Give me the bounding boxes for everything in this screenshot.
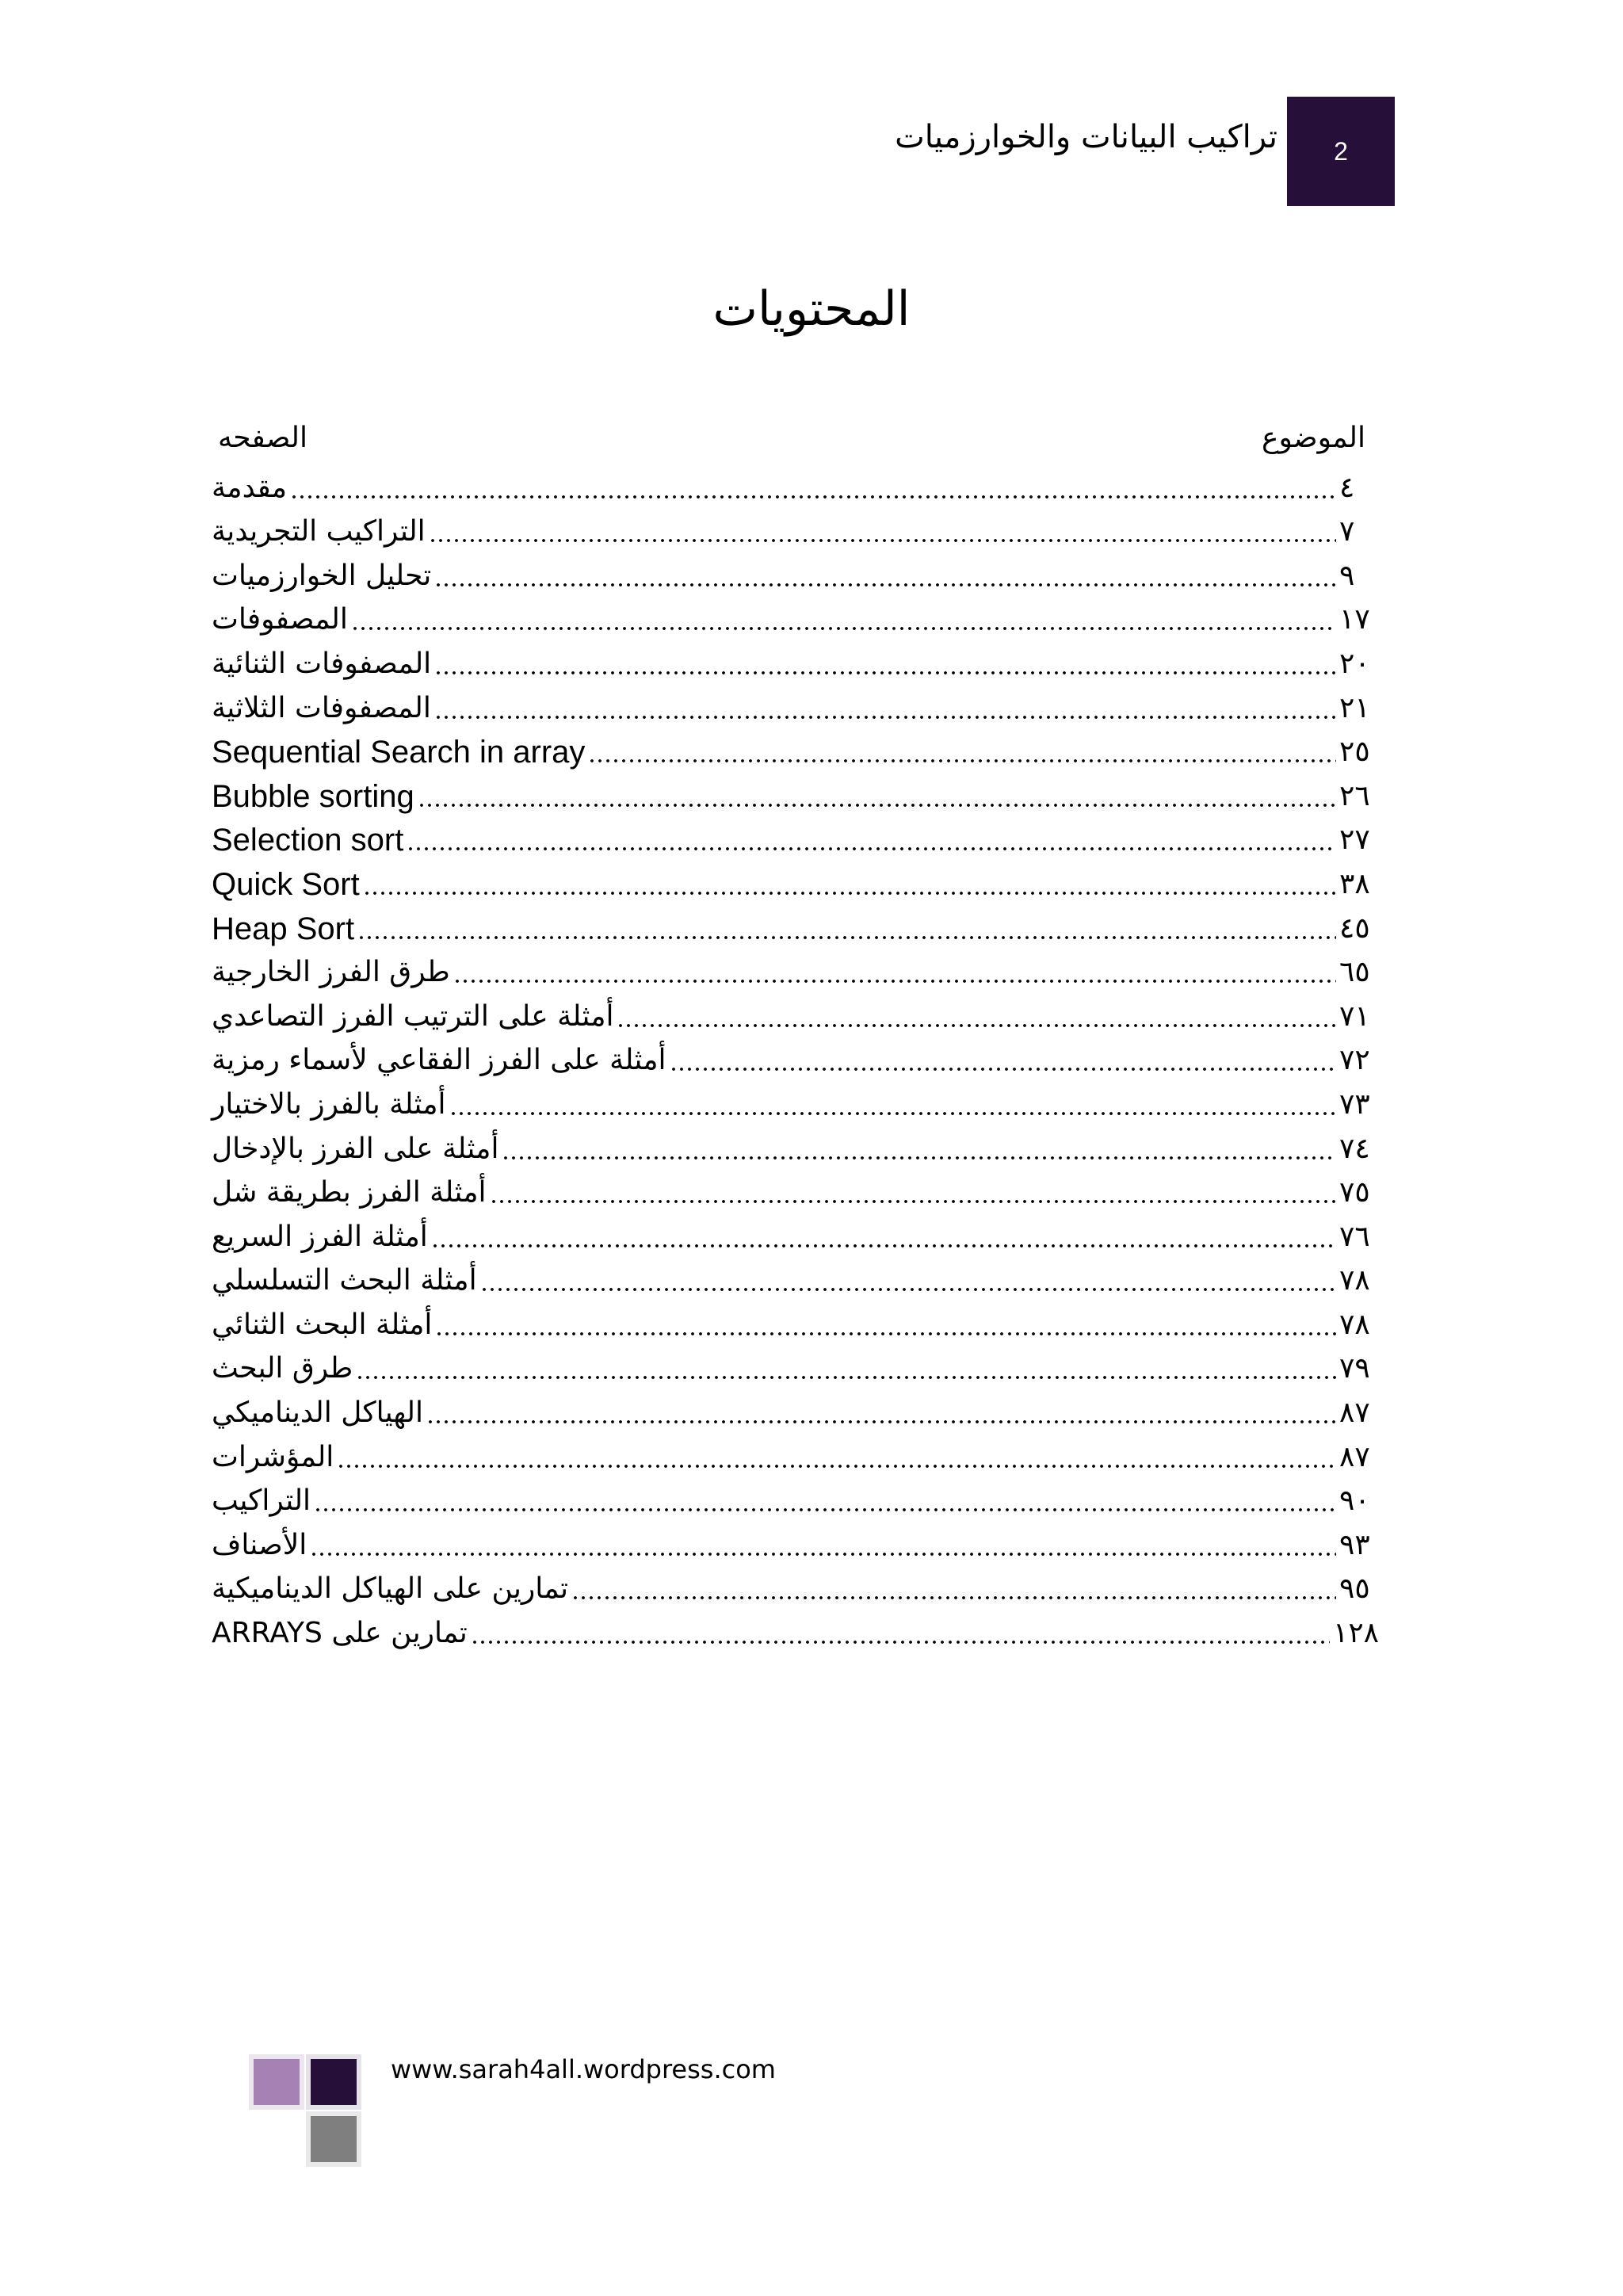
toc-title: المحتويات [712,281,911,337]
toc-entry-label: التراكيب [212,1484,311,1518]
toc-entry-label: الأصناف [212,1528,307,1561]
toc-entry[interactable] [210,772,1379,816]
toc-entry-page: ٩٣ [1339,1528,1370,1561]
toc-entry-label: Heap Sort [212,911,355,946]
toc-dot-leader [434,714,1336,720]
toc-entry-label: أمثلة البحث التسلسلي [212,1264,477,1297]
page-number-badge: 2 [1287,97,1395,206]
toc-entry[interactable] [210,1080,1379,1125]
toc-entry-page: ٢٥ [1339,735,1370,769]
toc-entry[interactable] [210,728,1379,773]
toc-entry-label: أمثلة على الترتيب الفرز التصاعدي [212,999,614,1033]
toc-entry-page: ٧٤ [1339,1132,1370,1165]
footer-logo [247,2053,363,2168]
toc-entry-label: Sequential Search in array [212,735,586,770]
toc-entry-page: ١٧ [1339,603,1370,636]
toc-entry[interactable] [210,904,1379,949]
toc-entry-label: أمثلة على الفرز الفقاعي لأسماء رمزية [212,1044,666,1077]
toc-dot-leader [337,1463,1336,1469]
toc-dot-leader [314,1507,1336,1513]
toc-entry[interactable] [210,1477,1379,1522]
toc-entry-label: Bubble sorting [212,778,414,814]
toc-entry-label: المؤشرات [212,1440,334,1473]
toc-entry-page: ٤ [1339,471,1355,504]
toc-entry-page: ٧٨ [1339,1264,1370,1297]
toc-entry-page: ٢٦ [1339,779,1370,812]
toc-entry-label: أمثلة بالفرز بالاختيار [212,1087,446,1121]
toc-entry-page: ٧ [1339,515,1355,548]
toc-entry-label: Selection sort [212,823,404,858]
toc-entry[interactable] [210,1257,1379,1301]
page-column-header: الصفحه [218,422,307,454]
toc-entry-page: ٧٦ [1339,1220,1370,1253]
toc-entry[interactable] [210,464,1379,508]
toc-entry-label: مقدمة [212,471,287,504]
toc-dot-leader [431,1243,1336,1249]
toc-entry-page: ٣٨ [1339,867,1370,900]
toc-entry-page: ٢٠ [1339,647,1370,680]
toc-entry-label: تحليل الخوارزميات [212,559,432,592]
toc-entry[interactable] [210,552,1379,596]
page-header [792,97,1395,206]
toc-entry-page: ٤٥ [1339,911,1370,945]
toc-entry[interactable] [210,1169,1379,1213]
toc-entry[interactable] [210,992,1379,1037]
logo-square-light [254,2059,300,2105]
topic-column-header: الموضوع [1261,422,1365,454]
toc-dot-leader [357,934,1336,941]
toc-entry-page: ٩٠ [1339,1484,1370,1518]
toc-entry-page: ٧٣ [1339,1087,1370,1121]
toc-entry-label: تمارين على الهياكل الديناميكية [212,1572,569,1606]
toc-entry-label: طرق البحث [212,1352,353,1385]
toc-dot-leader [356,1374,1336,1381]
toc-entry[interactable] [210,860,1379,904]
toc-entry[interactable] [210,1521,1379,1565]
toc-entry-page: ٩ [1339,559,1355,592]
toc-dot-leader [418,802,1336,808]
toc-entry-label: أمثلة الفرز السريع [212,1220,428,1253]
toc-entry-label: التراكيب التجريدية [212,515,426,548]
toc-dot-leader [502,1155,1336,1161]
toc-entry-label: أمثلة على الفرز بالإدخال [212,1132,499,1165]
toc-entry[interactable] [210,1037,1379,1081]
logo-square-dark [311,2059,357,2105]
toc-dot-leader [429,537,1336,544]
toc-entry-page: ١٢٨ [1332,1617,1379,1650]
toc-dot-leader [490,1198,1337,1205]
toc-dot-leader [351,625,1336,632]
toc-entry-page: ٢٧ [1339,823,1370,857]
toc-dot-leader [407,846,1336,852]
toc-entry-page: ٧٥ [1339,1176,1370,1209]
toc-entry[interactable] [210,1433,1379,1477]
toc-entry[interactable] [210,1213,1379,1257]
toc-dot-leader [290,494,1336,500]
toc-entry-label: طرق الفرز الخارجية [212,956,450,989]
toc-entry[interactable] [210,1565,1379,1610]
toc-entry[interactable] [210,640,1379,684]
toc-dot-leader [363,890,1336,896]
toc-dot-leader [426,1419,1336,1425]
toc-entry-page: ٩٥ [1339,1572,1370,1606]
book-title: تراكيب البيانات والخوارزميات [895,119,1277,155]
toc-entry[interactable] [210,684,1379,728]
toc-dot-leader [588,758,1336,764]
toc-entry-label: أمثلة الفرز بطريقة شل [212,1176,487,1209]
toc-dot-leader [310,1551,1336,1557]
toc-entry-page: ٧١ [1339,999,1370,1033]
toc-entry-label: تمارين على ARRAYS [212,1617,468,1650]
toc-entry-page: ٧٢ [1339,1044,1370,1077]
toc-entry[interactable] [210,1301,1379,1345]
toc-entry-label: المصفوفات الثنائية [212,647,432,680]
toc-entry[interactable] [210,1389,1379,1433]
toc-entry[interactable] [210,1609,1379,1653]
footer-url[interactable]: www.sarah4all.wordpress.com [391,2054,776,2084]
toc-entry-page: ٨٧ [1339,1396,1370,1430]
toc-entry[interactable] [210,816,1379,861]
toc-dot-leader [617,1022,1336,1029]
logo-square-gray [311,2116,357,2162]
toc-dot-leader [449,1110,1336,1117]
toc-entry-label: الهياكل الديناميكي [212,1396,423,1430]
toc-entry[interactable] [210,1125,1379,1169]
toc-dot-leader [453,978,1336,984]
toc-entry-page: ٧٨ [1339,1308,1370,1341]
toc-dot-leader [480,1286,1336,1293]
toc-dot-leader [435,1331,1336,1337]
toc-entry[interactable] [210,508,1379,552]
toc-entry[interactable] [210,596,1379,640]
toc-entry[interactable] [210,949,1379,993]
toc-entry[interactable] [210,1345,1379,1389]
toc-entry-page: ٢١ [1339,691,1370,724]
toc-entry-page: ٨٧ [1339,1440,1370,1473]
toc-dot-leader [471,1639,1330,1645]
toc-dot-leader [434,582,1336,588]
toc-list [210,464,1379,1653]
toc-dot-leader [670,1066,1336,1072]
toc-entry-label: المصفوفات [212,603,348,636]
toc-entry-label: Quick Sort [212,866,360,902]
toc-dot-leader [434,670,1336,676]
toc-entry-label: أمثلة البحث الثنائي [212,1308,433,1341]
toc-dot-leader [571,1595,1336,1601]
toc-entry-page: ٧٩ [1339,1352,1370,1385]
toc-entry-label: المصفوفات الثلاثية [212,691,431,724]
toc-entry-page: ٦٥ [1339,956,1370,989]
